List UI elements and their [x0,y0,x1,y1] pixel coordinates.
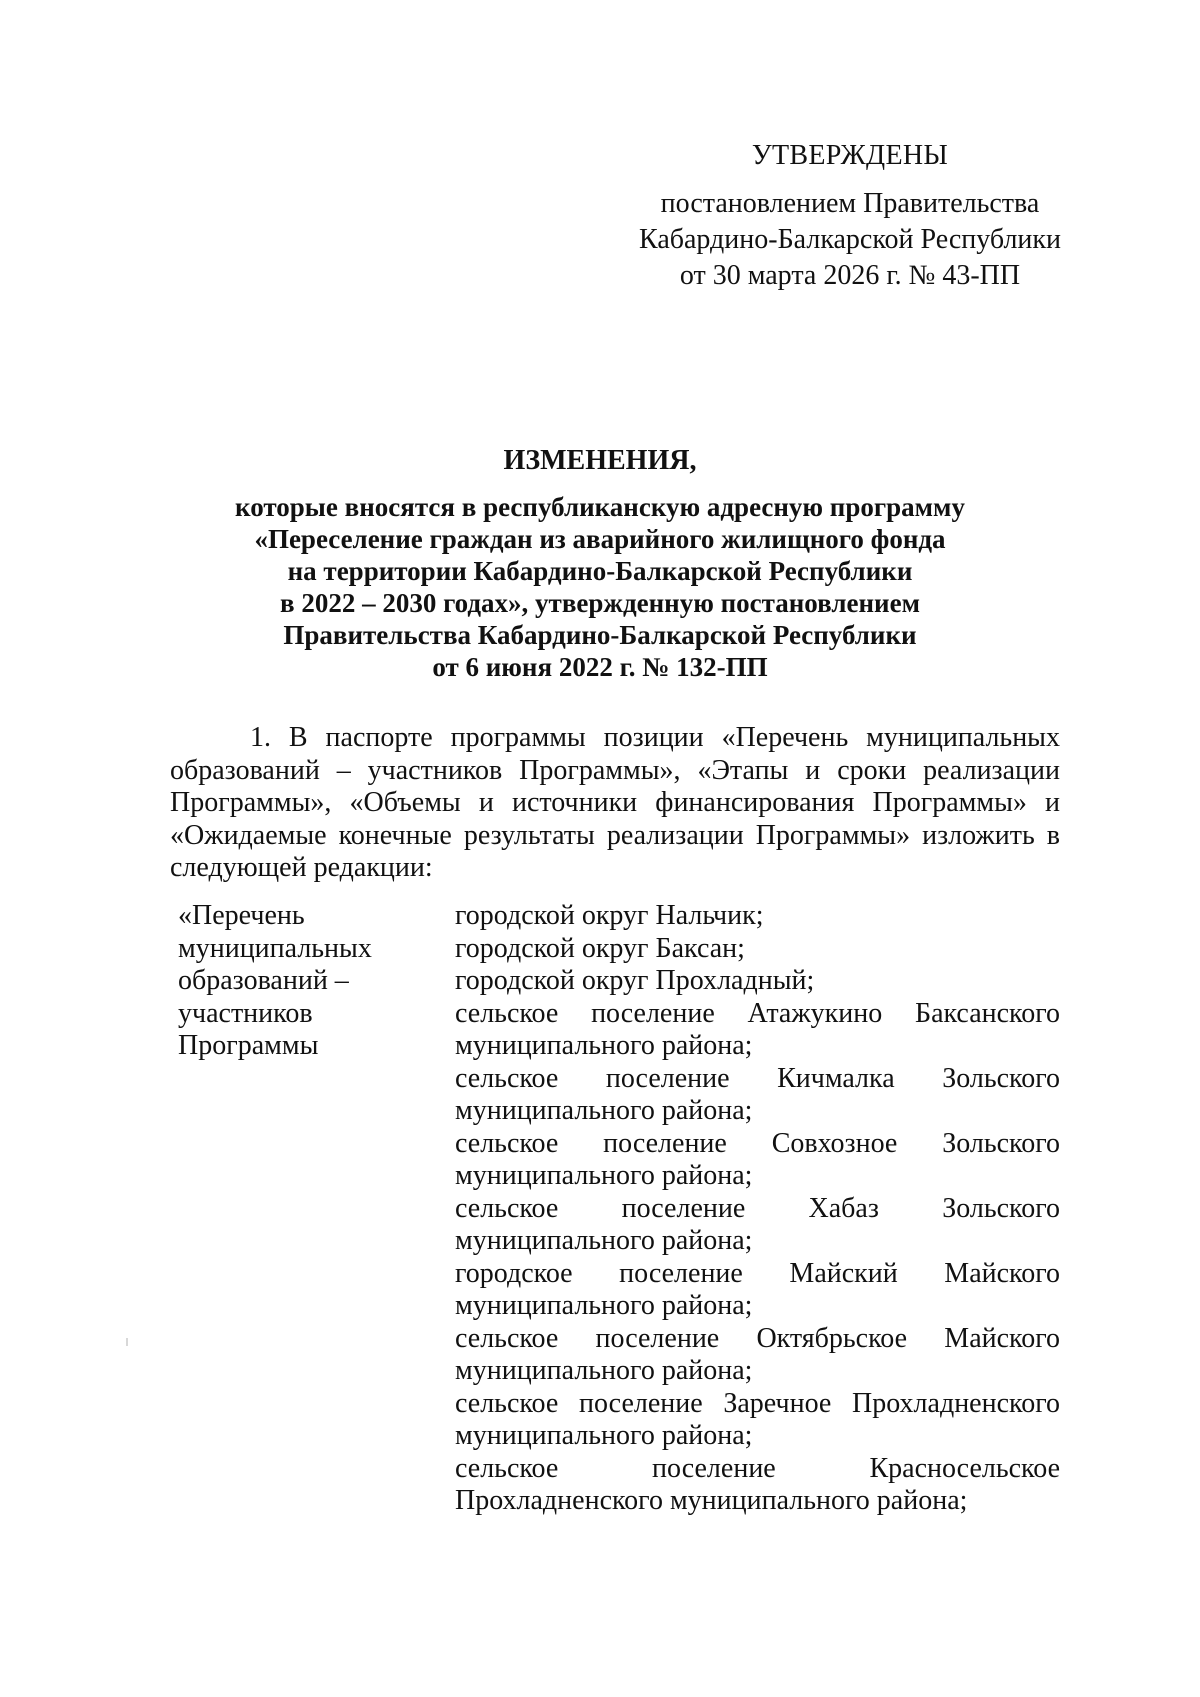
list-item: сельское поселение Кичмалка Зольского муниципального района; [455,1062,1060,1126]
list-item: городской округ Прохладный; [455,965,815,996]
list-item: сельское поселение Заречное Прохладненского муниципального района; [455,1387,1060,1451]
approved-heading: УТВЕРЖДЕНЫ [751,140,949,171]
municipality-list [455,900,1060,1518]
approval-line-1: постановлением Правительства [660,188,1040,219]
list-item: городское поселение Майский Майского муниципального района; [455,1257,1060,1321]
table-label-cell [178,900,418,1063]
list-item: сельское поселение Хабаз Зольского муниципального района; [455,1192,1060,1256]
title-line: «Переселение граждан из аварийного жилищного фонда [254,524,946,554]
approval-stamp [600,138,1100,294]
list-item: сельское поселение Совхозное Зольского муниципального района; [455,1127,1060,1191]
paragraph-1: 1. В паспорте программы позиции «Перечень муниципальных образований – участников Программы», «Этапы и сроки реализации Программы», «Объемы и источники финансирования Программы» и «Ожидаемые конечные результаты реализации Программы» изложить в следующей редакции: [170,722,1060,883]
title-line: от 6 июня 2022 г. № 132-ПП [432,652,768,682]
document-title [150,445,1050,683]
list-item: сельское поселение Октябрьское Майского муниципального района; [455,1322,1060,1386]
list-item: сельское поселение Атажукино Баксанского муниципального района; [455,997,1060,1061]
title-main: ИЗМЕНЕНИЯ, [503,445,697,476]
list-item: городской округ Баксан; [455,932,745,964]
title-line: которые вносятся в республиканскую адресную программу [235,492,965,522]
label-line: Программы [178,1030,319,1061]
label-line: «Перечень [178,900,305,931]
approval-line-2: Кабардино-Балкарской Республики [639,224,1061,255]
label-line: образований – [178,965,349,996]
list-item: сельское поселение Красносельское Прохладненского муниципального района; [455,1452,1060,1516]
title-line: в 2022 – 2030 годах», утвержденную постановлением [280,588,920,618]
title-line: Правительства Кабардино-Балкарской Республики [283,620,917,650]
title-line: на территории Кабардино-Балкарской Республики [287,556,913,586]
label-line: участников [178,997,313,1029]
scan-speck [126,1338,128,1346]
label-line: муниципальных [178,932,372,964]
approval-line-3: от 30 марта 2026 г. № 43-ПП [679,260,1021,291]
list-item: городской округ Нальчик; [455,900,764,931]
